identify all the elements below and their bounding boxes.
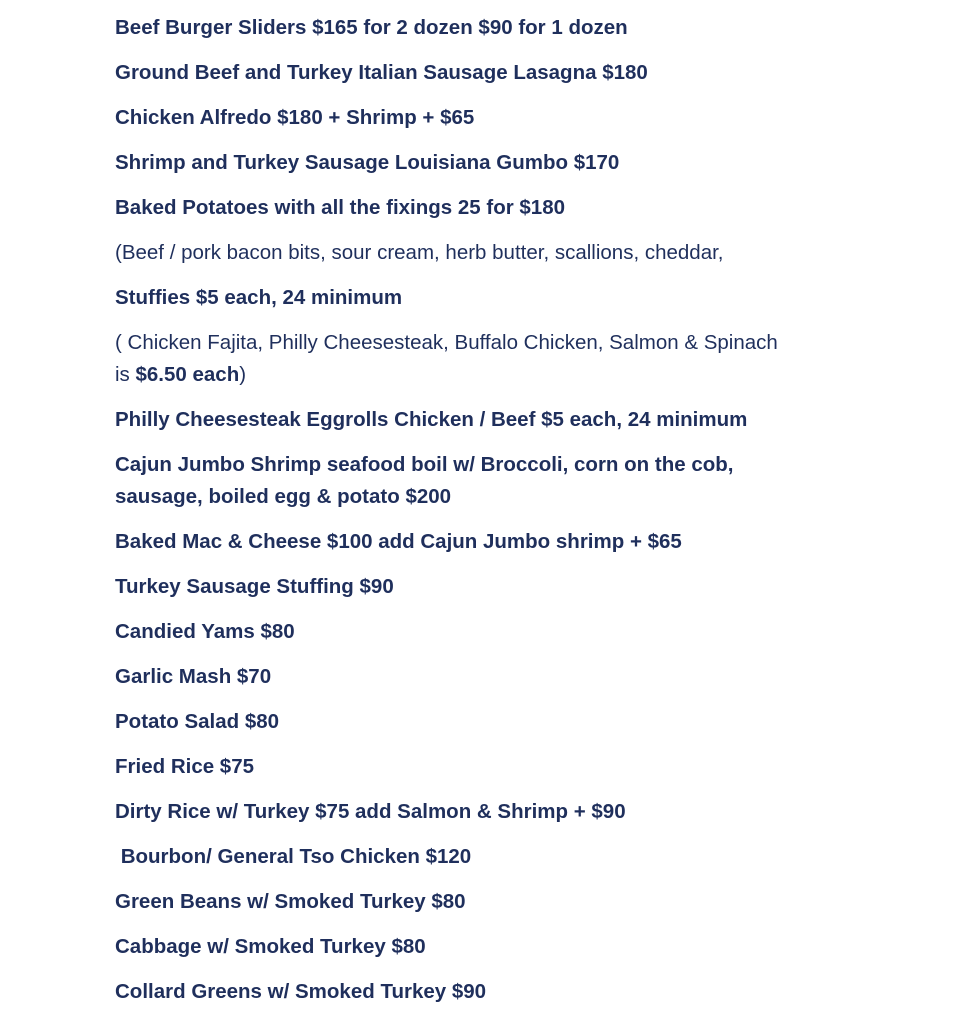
menu-item-mac-cheese: Baked Mac & Cheese $100 add Cajun Jumbo shrimp + $65: [115, 530, 682, 553]
menu-item-eggrolls: Philly Cheesesteak Eggrolls Chicken / Beef $5 each, 24 minimum: [115, 408, 748, 431]
menu-item-green-beans: Green Beans w/ Smoked Turkey $80: [115, 890, 466, 913]
menu-note-stuffies-price: [115, 359, 246, 391]
menu-item-chicken-alfredo: Chicken Alfredo $180 + Shrimp + $65: [115, 106, 475, 129]
menu-item-seafood-boil: Cajun Jumbo Shrimp seafood boil w/ Broccoli, corn on the cob,: [115, 453, 734, 476]
menu-item-stuffing: Turkey Sausage Stuffing $90: [115, 575, 394, 598]
menu-item-candied-yams: Candied Yams $80: [115, 620, 295, 643]
menu-item-bourbon-chicken: Bourbon/ General Tso Chicken $120: [115, 845, 472, 868]
menu-item-gumbo: Shrimp and Turkey Sausage Louisiana Gumbo $170: [115, 151, 620, 174]
menu-item-dirty-rice: Dirty Rice w/ Turkey $75 add Salmon & Shrimp + $90: [115, 800, 626, 823]
menu-item-fried-rice: Fried Rice $75: [115, 755, 255, 778]
menu-note-potato-fixings: (Beef / pork bacon bits, sour cream, herb butter, scallions, cheddar,: [115, 241, 724, 264]
note-suffix: ): [239, 363, 247, 386]
menu-item-potato-salad: Potato Salad $80: [115, 710, 280, 733]
menu-item-stuffies: Stuffies $5 each, 24 minimum: [115, 286, 403, 309]
menu-item-seafood-boil-cont: sausage, boiled egg & potato $200: [115, 485, 452, 508]
menu-item-cabbage: Cabbage w/ Smoked Turkey $80: [115, 935, 426, 958]
note-prefix: is: [115, 363, 136, 386]
note-price: $6.50 each: [135, 363, 240, 386]
menu-item-baked-potatoes: Baked Potatoes with all the fixings 25 for $180: [115, 196, 565, 219]
menu-item-garlic-mash: Garlic Mash $70: [115, 665, 272, 688]
menu-item-beef-burger-sliders: Beef Burger Sliders $165 for 2 dozen $90 for 1 dozen: [115, 16, 628, 39]
menu-note-stuffies-flavors: ( Chicken Fajita, Philly Cheesesteak, Buffalo Chicken, Salmon & Spinach: [115, 331, 778, 354]
menu-item-lasagna: Ground Beef and Turkey Italian Sausage Lasagna $180: [115, 61, 648, 84]
menu-item-collard-greens: Collard Greens w/ Smoked Turkey $90: [115, 980, 487, 1003]
